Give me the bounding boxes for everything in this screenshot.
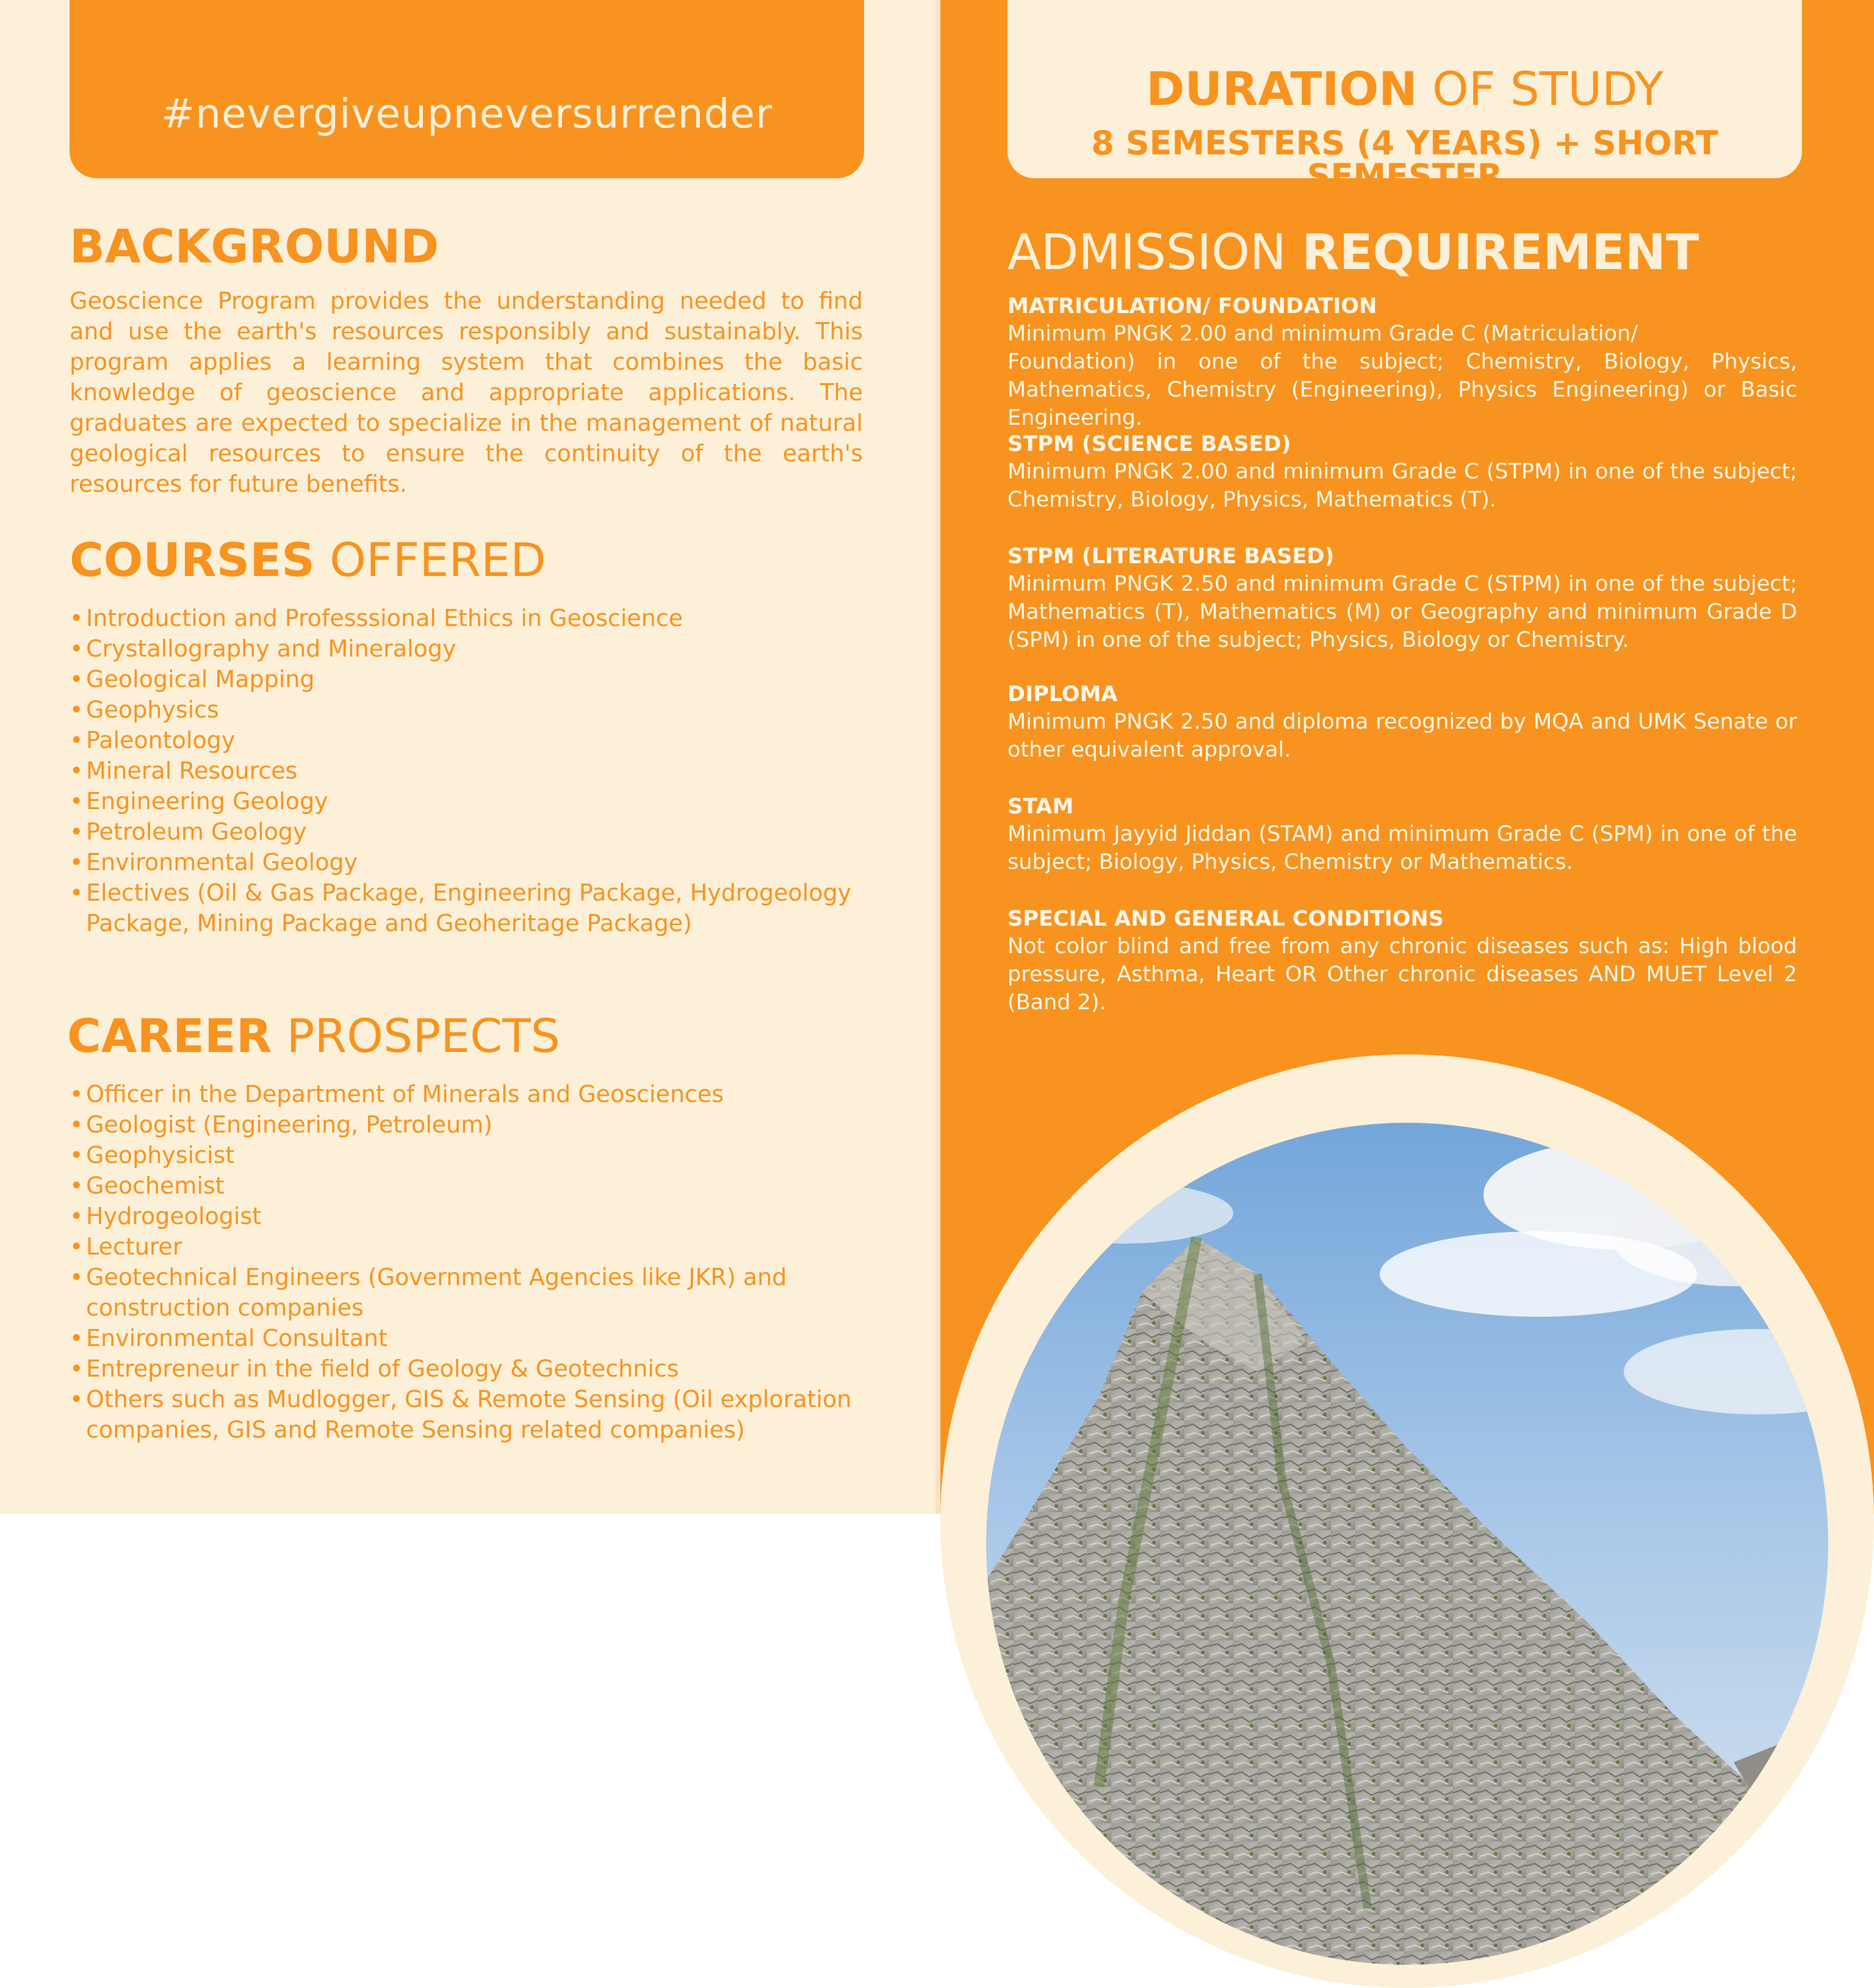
requirement-section: [1007, 793, 1797, 876]
courses-list: [70, 603, 863, 938]
career-item: • Environmental Consultant: [70, 1323, 869, 1353]
requirement-heading: MATRICULATION/ FOUNDATION: [1007, 294, 1377, 319]
requirement-text: Minimum Jayyid Jiddan (STAM) and minimum Grade C (SPM) in one of the subject; Biology, Physics, Chemistry or Mathematics.: [1007, 822, 1797, 874]
duration-subtitle: 8 SEMESTERS (4 YEARS) + SHORT SEMESTER: [1091, 124, 1718, 195]
admission-title-light: ADMISSION: [1007, 224, 1302, 281]
hashtag-banner: [70, 0, 864, 178]
course-item: • Geophysics: [70, 694, 863, 725]
background-title-text: BACKGROUND: [70, 219, 439, 273]
requirement-section: [1007, 431, 1797, 514]
requirement-heading: STAM: [1007, 794, 1074, 819]
course-item: • Environmental Geology: [70, 847, 863, 877]
requirement-heading: STPM (LITERATURE BASED): [1007, 544, 1335, 569]
course-item: • Engineering Geology: [70, 786, 863, 816]
career-item: • Geotechnical Engineers (Government Agencies like JKR) and construction companies: [70, 1262, 869, 1323]
career-item: • Geochemist: [70, 1170, 869, 1201]
duration-title: [1007, 62, 1802, 116]
requirement-text: Minimum PNGK 2.50 and minimum Grade C (STPM) in one of the subject; Mathematics (T), Mathematics (M) or Geography and minimum Grade D (SPM) in one of the subject; Physics, Biology or Chemistry.: [1007, 572, 1797, 652]
courses-title-light: OFFERED: [315, 533, 546, 587]
requirement-text: Not color blind and free from any chronic diseases such as: High blood pressure, Asthma, Heart OR Other chronic diseases AND MUET Level 2 (Band 2).: [1007, 934, 1797, 1015]
course-item: • Geological Mapping: [70, 664, 863, 694]
page-gutter: [935, 0, 940, 1514]
career-title-bold: CAREER: [67, 1009, 272, 1063]
duration-title-bold: DURATION: [1146, 62, 1418, 116]
mountain-photo: [940, 1054, 1874, 1988]
career-item: • Entrepreneur in the field of Geology & Geotechnics: [70, 1353, 869, 1384]
course-item: • Petroleum Geology: [70, 816, 863, 847]
duration-box: [1007, 0, 1802, 195]
left-page: [0, 0, 935, 1514]
requirement-text: Foundation) in one of the subject; Chemistry, Biology, Physics, Mathematics, Chemistry (Engineering), Physics Engineering) or Basic Engineering.: [1007, 350, 1797, 430]
course-item: • Introduction and Professsional Ethics in Geoscience: [70, 603, 863, 633]
requirement-text: Minimum PNGK 2.00 and minimum Grade C (STPM) in one of the subject; Chemistry, Biology, Physics, Mathematics (T).: [1007, 459, 1797, 512]
career-item: • Geophysicist: [70, 1140, 869, 1170]
career-item: • Others such as Mudlogger, GIS & Remote Sensing (Oil exploration companies, GIS and Remote Sensing related companies): [70, 1384, 869, 1445]
mountain-photo-arch: [940, 1054, 1874, 1988]
career-title: [67, 1009, 560, 1063]
requirement-heading: STPM (SCIENCE BASED): [1007, 432, 1291, 456]
requirement-text: Minimum PNGK 2.50 and diploma recognized by MQA and UMK Senate or other equivalent approval.: [1007, 710, 1797, 762]
course-item: • Crystallography and Mineralogy: [70, 633, 863, 664]
duration-title-light: OF STUDY: [1417, 62, 1663, 116]
requirement-section: [1007, 293, 1797, 432]
career-list: [70, 1079, 869, 1445]
career-item: • Geologist (Engineering, Petroleum): [70, 1109, 869, 1140]
background-title: [70, 219, 439, 273]
course-item: • Mineral Resources: [70, 755, 863, 786]
course-item: • Electives (Oil & Gas Package, Engineering Package, Hydrogeology Package, Mining Package and Geoheritage Package): [70, 877, 863, 938]
requirement-section: [1007, 681, 1797, 764]
background-paragraph: Geoscience Program provides the understanding needed to find and use the earth's resources responsibly and sustainably. This program applies a learning system that combines the basic knowledge of geoscience and appropriate applications. The graduates are expected to specialize in the management of natural geological resources to ensure the continuity of the earth's resources for future benefits.: [70, 287, 863, 497]
career-title-light: PROSPECTS: [272, 1009, 560, 1063]
hashtag-text: #nevergiveupneversurrender: [160, 90, 773, 137]
courses-title-bold: COURSES: [70, 533, 315, 587]
course-item: • Paleontology: [70, 725, 863, 755]
career-item: • Lecturer: [70, 1231, 869, 1262]
requirement-heading: DIPLOMA: [1007, 682, 1118, 707]
career-item: • Hydrogeologist: [70, 1201, 869, 1231]
career-item: • Officer in the Department of Minerals and Geosciences: [70, 1079, 869, 1109]
requirement-section: [1007, 906, 1797, 1017]
admission-title: [1007, 224, 1699, 281]
requirement-section: [1007, 543, 1797, 654]
requirement-text: Minimum PNGK 2.00 and minimum Grade C (Matriculation/: [1007, 322, 1638, 346]
admission-title-bold: REQUIREMENT: [1302, 224, 1699, 281]
requirement-heading: SPECIAL AND GENERAL CONDITIONS: [1007, 907, 1444, 931]
courses-title: [70, 533, 546, 587]
